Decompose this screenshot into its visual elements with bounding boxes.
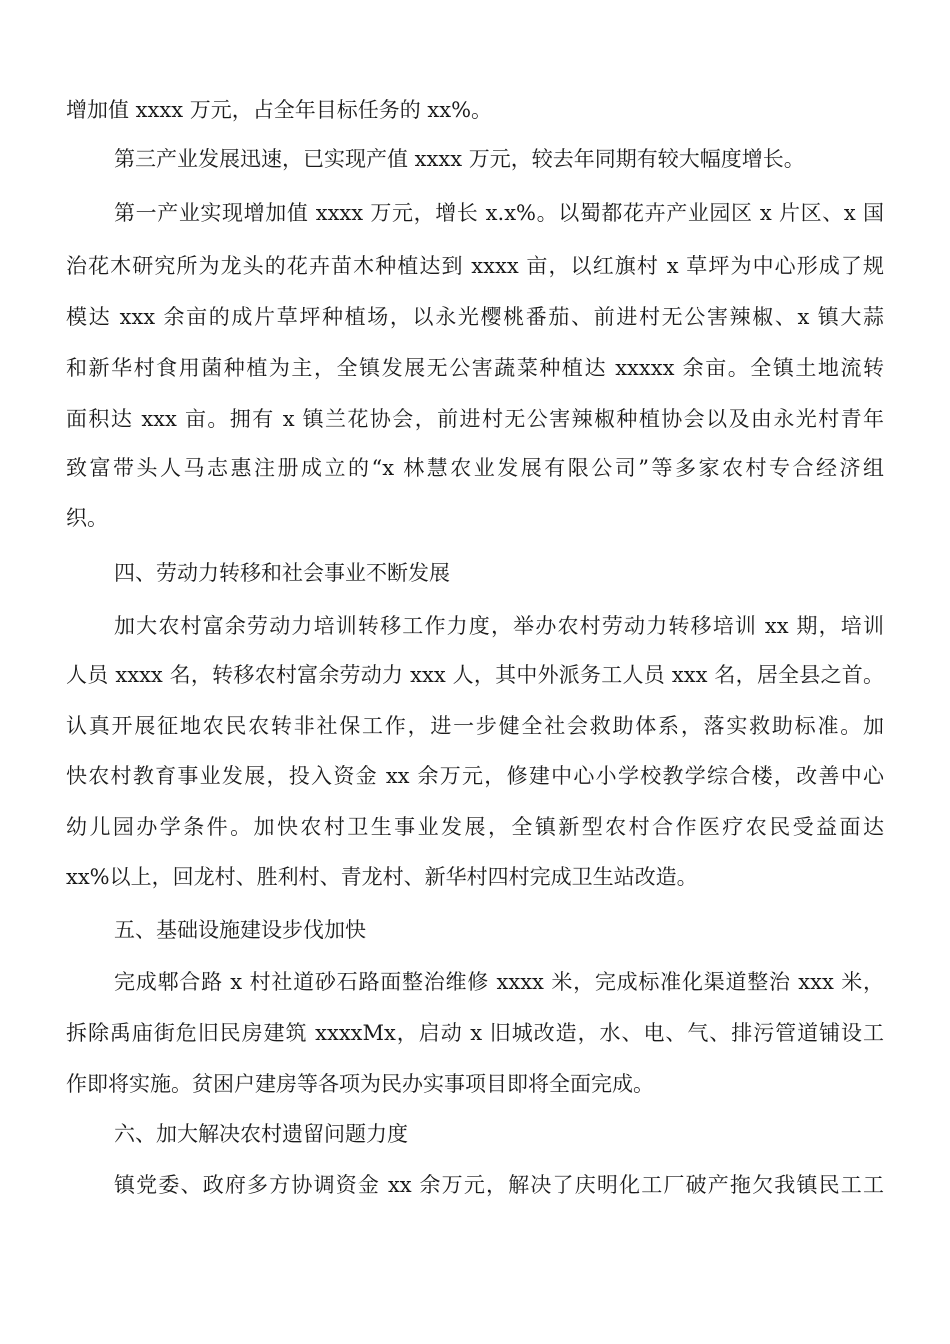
paragraph-line: xx%以上，回龙村、胜利村、青龙村、新华村四村完成卫生站改造。 <box>66 865 698 889</box>
paragraph-line: 面积达 xxx 亩。拥有 x 镇兰花协会，前进村无公害辣椒种植协会以及由永光村青年 <box>66 407 884 431</box>
paragraph-line: 认真开展征地农民农转非社保工作，进一步健全社会救助体系，落实救助标准。加 <box>66 714 884 738</box>
paragraph-line: 治花木研究所为龙头的花卉苗木种植达到 xxxx 亩，以红旗村 x 草坪为中心形成了规 <box>66 254 884 278</box>
paragraph-line: 模达 xxx 余亩的成片草坪种植场，以永光樱桃番茄、前进村无公害辣椒、x 镇大蒜 <box>66 305 884 329</box>
paragraph-line: 人员 xxxx 名，转移农村富余劳动力 xxx 人，其中外派务工人员 xxx 名，居全县之首。 <box>66 663 884 687</box>
paragraph-line: 致富带头人马志惠注册成立的“x 林慧农业发展有限公司”等多家农村专合经济组 <box>66 456 884 480</box>
section-heading: 四、劳动力转移和社会事业不断发展 <box>114 561 450 585</box>
paragraph-line: 加大农村富余劳动力培训转移工作力度，举办农村劳动力转移培训 xx 期，培训 <box>114 614 884 638</box>
paragraph-line: 作即将实施。贫困户建房等各项为民办实事项目即将全面完成。 <box>66 1072 654 1096</box>
section-heading: 五、基础设施建设步伐加快 <box>114 918 366 942</box>
paragraph-line: 织。 <box>66 506 108 530</box>
paragraph-line: 完成郫合路 x 村社道砂石路面整治维修 xxxx 米，完成标准化渠道整治 xxx 米， <box>114 970 884 994</box>
section-heading: 六、加大解决农村遗留问题力度 <box>114 1122 408 1146</box>
paragraph-line: 和新华村食用菌种植为主，全镇发展无公害蔬菜种植达 xxxxx 余亩。全镇土地流转 <box>66 356 884 380</box>
paragraph-line: 第三产业发展迅速，已实现产值 xxxx 万元，较去年同期有较大幅度增长。 <box>114 147 805 171</box>
paragraph-line: 第一产业实现增加值 xxxx 万元，增长 x.x%。以蜀都花卉产业园区 x 片区、x 国 <box>114 201 884 225</box>
paragraph-line: 快农村教育事业发展，投入资金 xx 余万元，修建中心小学校教学综合楼，改善中心 <box>66 764 884 788</box>
paragraph-line: 拆除禹庙街危旧民房建筑 xxxxMx，启动 x 旧城改造，水、电、气、排污管道铺设工 <box>66 1021 884 1045</box>
paragraph-line: 镇党委、政府多方协调资金 xx 余万元，解决了庆明化工厂破产拖欠我镇民工工 <box>114 1173 884 1197</box>
paragraph-line: 幼儿园办学条件。加快农村卫生事业发展，全镇新型农村合作医疗农民受益面达 <box>66 815 884 839</box>
paragraph-line: 增加值 xxxx 万元，占全年目标任务的 xx%。 <box>66 98 493 122</box>
